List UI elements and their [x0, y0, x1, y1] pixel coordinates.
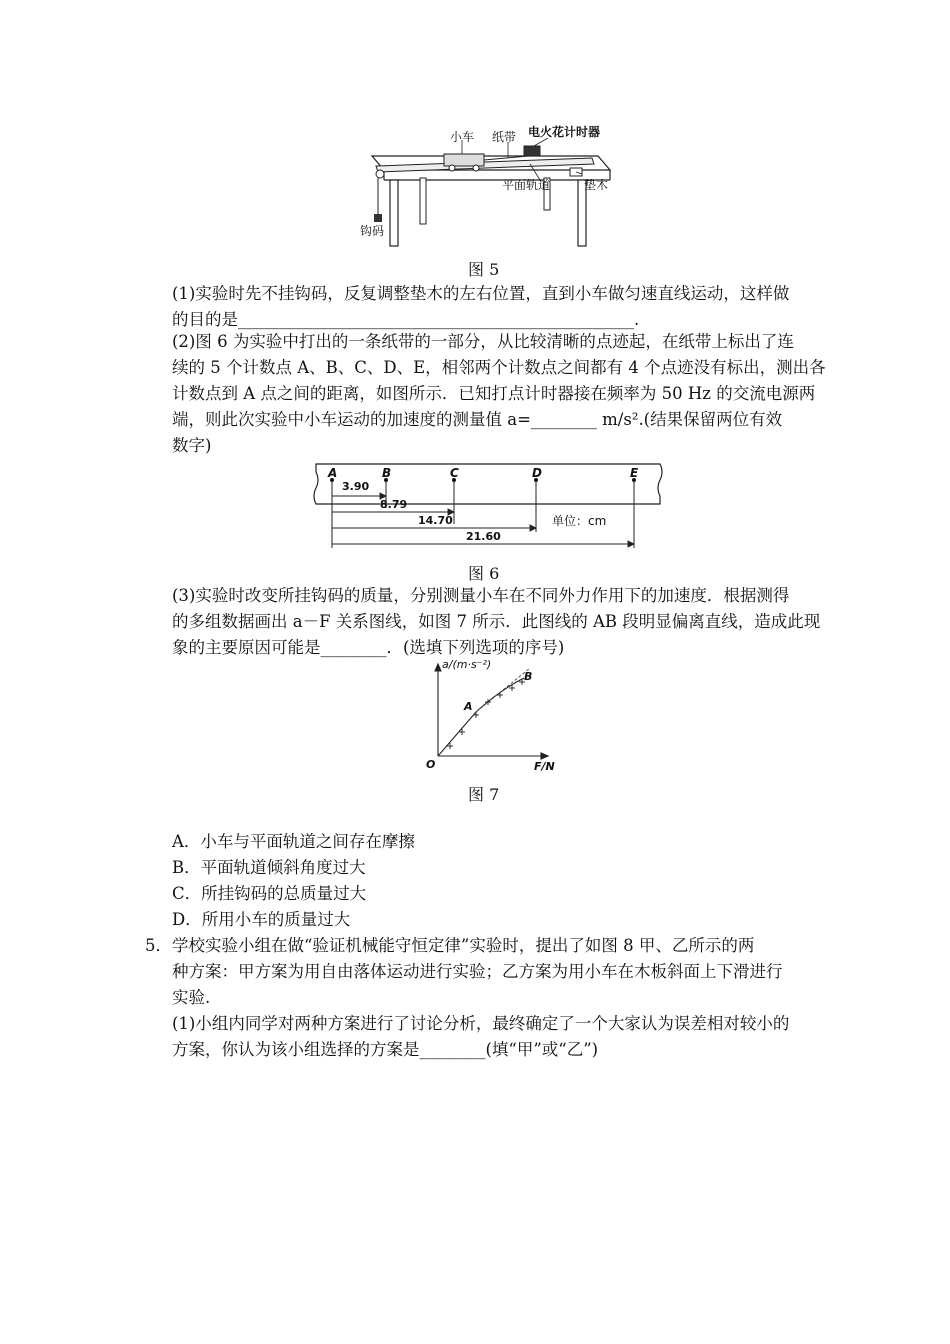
figure-7-caption: 图 7	[468, 785, 500, 804]
q4-part2-line4: 端，则此次实验中小车运动的加速度的测量值 a=________ m/s².(结果保留两位有效	[172, 410, 783, 429]
q5-line1: 5．学校实验小组在做“验证机械能守恒定律”实验时，提出了如图 8 甲、乙所示的两	[145, 936, 755, 955]
point-b-curve-label: B	[524, 670, 533, 683]
q4-part1-line1: (1)实验时先不挂钩码，反复调整垫木的左右位置，直到小车做匀速直线运动，这样做	[172, 284, 790, 303]
q4-part2-line5: 数字)	[172, 436, 212, 455]
option-a: A．小车与平面轨道之间存在摩擦	[172, 832, 415, 851]
q4-part3-line2: 的多组数据画出 a－F 关系图线，如图 7 所示．此图线的 AB 段明显偏离直线，造成此现	[172, 612, 821, 631]
point-c-label: C	[450, 466, 459, 480]
q4-part3-line3: 象的主要原因可能是________．(选填下列选项的序号)	[172, 638, 565, 657]
figure-5-apparatus	[360, 118, 620, 250]
distance-ae: 21.60	[466, 530, 501, 543]
figure-6-tape	[308, 460, 668, 552]
q4-part2-line2: 续的 5 个计数点 A、B、C、D、E，相邻两个计数点之间都有 4 个点迹没有标出，测出各	[172, 358, 826, 377]
option-d: D．所用小车的质量过大	[172, 910, 351, 929]
label-track: 平面轨道	[502, 178, 551, 192]
y-axis-label: a/(m·s⁻²)	[442, 658, 492, 671]
q4-part3-line1: (3)实验时改变所挂钩码的质量，分别测量小车在不同外力作用下的加速度．根据测得	[172, 586, 790, 605]
label-block: 垫木	[584, 178, 609, 192]
option-b: B．平面轨道倾斜角度过大	[172, 858, 366, 877]
af-graph	[420, 660, 570, 776]
figure-7-graph	[420, 660, 570, 776]
point-b-label: B	[382, 466, 392, 480]
point-e-label: E	[630, 466, 639, 480]
point-d-label: D	[532, 466, 542, 480]
q5-line3: 实验.	[172, 988, 211, 1007]
distance-ad: 14.70	[418, 514, 453, 527]
point-a-curve-label: A	[464, 700, 473, 713]
q5-part1-line2: 方案，你认为该小组选择的方案是________(填“甲”或“乙”)	[172, 1040, 599, 1059]
distance-ab: 3.90	[342, 480, 370, 493]
option-c: C．所挂钩码的总质量过大	[172, 884, 367, 903]
label-weight: 钩码	[360, 224, 385, 238]
figure-6-caption: 图 6	[468, 564, 500, 583]
origin-label: O	[426, 758, 436, 771]
point-a-label: A	[328, 466, 338, 480]
distance-ac: 8.79	[380, 498, 408, 511]
label-timer: 电火花计时器	[528, 125, 601, 139]
label-cart: 小车	[450, 130, 475, 144]
x-axis-label: F/N	[534, 760, 555, 773]
figure-5-caption: 图 5	[468, 260, 500, 279]
label-tape: 纸带	[492, 130, 517, 144]
unit-label: 单位：cm	[552, 514, 607, 528]
q4-part2-line1: (2)图 6 为实验中打出的一条纸带的一部分，从比较清晰的点迹起，在纸带上标出了连	[172, 332, 794, 351]
q5-part1-line1: (1)小组内同学对两种方案进行了讨论分析，最终确定了一个大家认为误差相对较小的	[172, 1014, 790, 1033]
q5-line2: 种方案：甲方案为用自由落体运动进行实验；乙方案为用小车在木板斜面上下滑进行	[172, 962, 783, 981]
q4-part2-line3: 计数点到 A 点之间的距离，如图所示．已知打点计时器接在频率为 50 Hz 的交流电源两	[172, 384, 816, 403]
q4-part1-line2: 的目的是________________________________________________.	[172, 310, 640, 329]
